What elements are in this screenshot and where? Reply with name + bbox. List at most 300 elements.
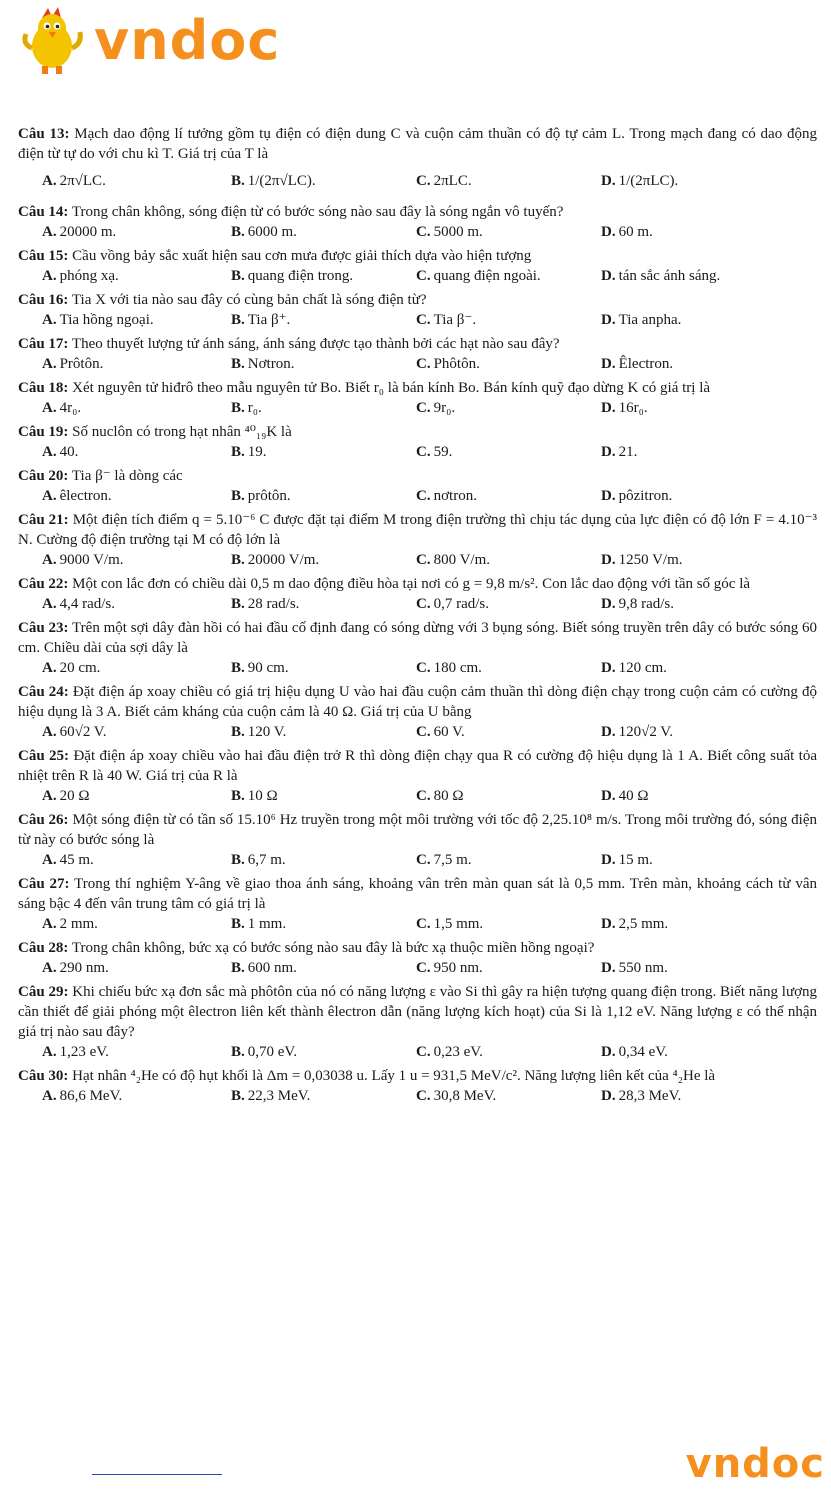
answer-option-c[interactable] [416,914,483,934]
answer-option-d[interactable] [601,398,648,418]
option-letter: D. [601,400,616,416]
answer-option-b[interactable] [231,310,290,330]
question-text [18,810,817,850]
answer-option-b[interactable] [231,786,278,806]
question-text [18,290,817,310]
answer-options [0,266,831,286]
question-number: Câu 17: [18,336,69,352]
question-number: Câu 21: [18,512,69,528]
question-text [18,466,817,486]
option-value: 80 Ω [433,788,464,804]
answer-option-a[interactable] [42,442,78,462]
question-block [0,466,831,510]
option-letter: C. [416,268,431,284]
answer-option-d[interactable] [601,222,653,242]
option-letter: A. [42,1044,57,1060]
answer-option-b[interactable] [231,914,286,934]
option-value: 60 V. [433,724,465,740]
option-letter: A. [42,852,57,868]
question-stem: Khi chiếu bức xạ đơn sắc mà phôtôn của nó có năng lượng ε vào Si thì gây ra hiện tượng quang điện trong. Biết năng lượng cần thiết để giải phóng một êlectron liên kết thành êlectron dẫn (năng lượng kích hoạt) của Si là 1,12 eV. Năng lượng ε có thể nhận giá trị nào sau đây? [18,984,818,1040]
option-value: 40. [59,444,79,460]
option-letter: A. [42,444,57,460]
answer-option-b[interactable] [231,594,299,614]
answer-option-c[interactable] [416,958,483,978]
option-letter: B. [231,312,245,328]
answer-option-a[interactable] [42,550,124,570]
option-value: 21. [618,444,638,460]
question-stem: Trong chân không, bức xạ có bước sóng nào sau đây là bức xạ thuộc miền hồng ngoại? [71,940,595,956]
answer-option-c[interactable] [416,658,482,678]
option-value: quang điện trong. [247,268,354,284]
question-block [0,334,831,378]
option-letter: D. [601,724,616,740]
answer-option-c[interactable] [416,786,464,806]
answer-option-b[interactable] [231,958,297,978]
question-stem: Trong chân không, sóng điện từ có bước sóng nào sau đây là sóng ngắn vô tuyến? [71,204,564,220]
answer-option-a[interactable] [42,850,94,870]
answer-option-a[interactable] [42,164,106,198]
option-value: 4,4 rad/s. [59,596,116,612]
option-letter: C. [416,596,431,612]
option-letter: C. [416,788,431,804]
option-value: 22,3 MeV. [247,1088,311,1104]
question-text [18,574,817,594]
option-value: 28,3 MeV. [618,1088,682,1104]
answer-option-a[interactable] [42,914,98,934]
option-letter: D. [601,488,616,504]
option-value: 800 V/m. [433,552,490,568]
option-letter: B. [231,356,245,372]
answer-option-d[interactable] [601,550,683,570]
option-value: 1/(2π√LC). [247,173,316,189]
answer-option-a[interactable] [42,266,119,286]
question-text [18,746,817,786]
option-value: nơtron. [433,488,477,504]
question-block [0,746,831,810]
option-value: 2πLC. [433,173,472,189]
footer-link-underline[interactable] [92,1474,222,1475]
option-value: prôtôn. [247,488,291,504]
option-letter: B. [231,444,245,460]
option-value: Tia β⁻. [433,312,477,328]
answer-option-a[interactable] [42,958,109,978]
question-stem: Cầu vồng bảy sắc xuất hiện sau cơn mưa được giải thích dựa vào hiện tượng [72,248,532,264]
answer-option-a[interactable] [42,658,100,678]
option-letter: C. [416,916,431,932]
option-value: 1,5 mm. [433,916,484,932]
answer-options [0,354,831,374]
answer-option-c[interactable] [416,594,489,614]
question-number: Câu 19: [18,424,69,440]
option-letter: A. [42,356,57,372]
option-value: 4r₀. [59,400,82,416]
option-letter: C. [416,1044,431,1060]
option-value: 60√2 V. [59,724,107,740]
question-block [0,202,831,246]
option-value: 0,70 eV. [247,1044,298,1060]
option-letter: C. [416,444,431,460]
question-stem: Đặt điện áp xoay chiều có giá trị hiệu dụng U vào hai đầu cuộn cảm thuần thì dòng điện chạy trong cuộn cảm có cường độ hiệu dụng là 3 A. Biết cảm kháng của cuộn cảm là 40 Ω. Giá trị của U bằng [18,684,818,720]
answer-option-b[interactable] [231,398,262,418]
answer-option-c[interactable] [416,222,483,242]
option-letter: C. [416,356,431,372]
option-letter: A. [42,224,57,240]
answer-option-d[interactable] [601,958,668,978]
answer-options [0,550,831,570]
answer-option-c[interactable] [416,164,472,198]
answer-option-b[interactable] [231,850,286,870]
question-block [0,422,831,466]
answer-options [0,1086,831,1106]
option-letter: B. [231,552,245,568]
answer-option-c[interactable] [416,486,477,506]
chick-mascot-icon [18,4,90,76]
option-value: 86,6 MeV. [59,1088,123,1104]
answer-option-c[interactable] [416,266,541,286]
question-text [18,246,817,266]
option-value: 1/(2πLC). [618,173,679,189]
answer-option-a[interactable] [42,398,81,418]
option-letter: A. [42,488,57,504]
option-value: Êlectron. [618,356,674,372]
option-letter: B. [231,788,245,804]
answer-options [0,658,831,678]
answer-option-b[interactable] [231,164,316,198]
option-value: Tia anpha. [618,312,682,328]
answer-option-a[interactable] [42,310,154,330]
answer-option-c[interactable] [416,1086,496,1106]
answer-options [0,1042,831,1062]
question-block [0,810,831,874]
option-letter: A. [42,1088,57,1104]
option-value: quang điện ngoài. [433,268,541,284]
option-letter: A. [42,916,57,932]
answer-option-d[interactable] [601,594,674,614]
option-letter: C. [416,312,431,328]
option-letter: B. [231,852,245,868]
option-letter: D. [601,1088,616,1104]
option-letter: D. [601,916,616,932]
answer-option-b[interactable] [231,722,286,742]
option-value: 2π√LC. [59,173,106,189]
question-block [0,246,831,290]
option-letter: B. [231,1044,245,1060]
question-number: Câu 14: [18,204,69,220]
option-value: Nơtron. [247,356,295,372]
answer-option-c[interactable] [416,398,455,418]
answer-options [0,850,831,870]
question-number: Câu 26: [18,812,69,828]
answer-options [0,786,831,806]
answer-option-a[interactable] [42,1042,109,1062]
option-value: 30,8 MeV. [433,1088,497,1104]
option-value: 15 m. [618,852,653,868]
option-letter: A. [42,552,57,568]
option-value: 7,5 m. [433,852,472,868]
answer-options [0,164,831,198]
exam-question-list [0,124,831,1110]
question-text [18,1066,817,1086]
answer-option-b[interactable] [231,354,294,374]
option-letter: C. [416,1088,431,1104]
answer-option-d[interactable] [601,354,673,374]
option-letter: A. [42,596,57,612]
question-text [18,938,817,958]
answer-option-d[interactable] [601,914,668,934]
option-letter: B. [231,916,245,932]
answer-option-b[interactable] [231,550,319,570]
question-stem: Đặt điện áp xoay chiều vào hai đầu điện trở R thì dòng điện chạy qua R có cường độ hiệu dụng là 1 A. Biết công suất tỏa nhiệt trên R là 40 W. Giá trị của R là [18,748,818,784]
question-number: Câu 23: [18,620,69,636]
option-value: 120√2 V. [618,724,673,740]
option-value: 1 mm. [247,916,287,932]
answer-option-c[interactable] [416,310,476,330]
question-number: Câu 29: [18,984,69,1000]
question-text [18,378,817,398]
question-text [18,874,817,914]
logo-wordmark: vndoc [94,8,281,72]
option-value: 0,7 rad/s. [433,596,490,612]
answer-option-b[interactable] [231,266,353,286]
answer-option-b[interactable] [231,486,291,506]
option-value: Phôtôn. [433,356,480,372]
option-value: 600 nm. [247,960,297,976]
option-letter: C. [416,224,431,240]
option-value: 5000 m. [433,224,483,240]
option-letter: C. [416,852,431,868]
option-letter: C. [416,488,431,504]
question-text [18,334,817,354]
option-value: 20 cm. [59,660,101,676]
vndoc-footer-logo[interactable] [686,1442,825,1486]
answer-option-d[interactable] [601,486,672,506]
answer-option-d[interactable] [601,1086,681,1106]
answer-option-a[interactable] [42,594,115,614]
question-stem: Mạch dao động lí tưởng gồm tụ điện có điện dung C và cuộn cảm thuần có độ tự cảm L. Trong mạch đang có dao động điện từ tự do với chu kì T. Giá trị của T là [18,126,818,162]
question-stem: Xét nguyên tử hiđrô theo mẫu nguyên tử Bo. Biết r₀ là bán kính Bo. Bán kính quỹ đạo dừng K có giá trị là [72,380,711,396]
question-number: Câu 22: [18,576,69,592]
answer-option-d[interactable] [601,658,667,678]
question-block [0,574,831,618]
option-value: 10 Ω [247,788,278,804]
option-letter: B. [231,224,245,240]
answer-option-a[interactable] [42,354,103,374]
answer-option-b[interactable] [231,442,267,462]
option-value: r₀. [247,400,262,416]
option-letter: B. [231,596,245,612]
option-value: 9,8 rad/s. [618,596,675,612]
option-value: 0,23 eV. [433,1044,483,1060]
option-letter: B. [231,660,245,676]
question-stem: Trên một sợi dây đàn hồi có hai đầu cố định đang có sóng dừng với 3 bụng sóng. Biết sóng truyền trên dây có bước sóng 60 cm. Chiều dài của sợi dây là [18,620,818,656]
answer-option-d[interactable] [601,310,681,330]
option-letter: B. [231,400,245,416]
answer-options [0,594,831,614]
question-number: Câu 16: [18,292,69,308]
question-text [18,202,817,222]
question-block [0,1066,831,1110]
option-value: 180 cm. [433,660,482,676]
answer-option-c[interactable] [416,354,480,374]
option-value: 19. [247,444,267,460]
option-letter: A. [42,268,57,284]
footer-logo-wordmark: vndoc [685,1441,825,1487]
option-letter: B. [231,960,245,976]
option-letter: C. [416,960,431,976]
question-block [0,124,831,202]
option-value: 90 cm. [247,660,289,676]
answer-options [0,398,831,418]
option-letter: C. [416,400,431,416]
option-letter: B. [231,268,245,284]
option-letter: B. [231,724,245,740]
option-value: Tia β⁺. [247,312,291,328]
option-value: 1250 V/m. [618,552,683,568]
answer-option-d[interactable] [601,722,673,742]
option-value: tán sắc ánh sáng. [618,268,721,284]
option-value: 9r₀. [433,400,456,416]
vndoc-logo[interactable] [18,4,280,76]
option-letter: D. [601,312,616,328]
option-value: Tia hồng ngoại. [59,312,154,328]
question-text [18,510,817,550]
option-value: 550 nm. [618,960,668,976]
answer-option-c[interactable] [416,1042,483,1062]
option-letter: C. [416,173,431,189]
option-value: 59. [433,444,453,460]
answer-option-c[interactable] [416,442,452,462]
question-block [0,618,831,682]
question-number: Câu 27: [18,876,70,892]
question-block [0,510,831,574]
question-number: Câu 30: [18,1068,69,1084]
answer-option-c[interactable] [416,550,490,570]
question-block [0,874,831,938]
option-value: 120 V. [247,724,287,740]
question-stem: Hạt nhân ⁴₂He có độ hụt khối là Δm = 0,03038 u. Lấy 1 u = 931,5 MeV/c². Năng lượng liên kết của ⁴₂He là [72,1068,716,1084]
question-stem: Trong thí nghiệm Y-âng về giao thoa ánh sáng, khoảng vân trên màn quan sát là 0,5 mm. Trên màn, khoảng cách từ vân sáng bậc 4 đến vân trung tâm có giá trị là [18,876,817,912]
option-letter: A. [42,660,57,676]
option-letter: D. [601,852,616,868]
option-value: 9000 V/m. [59,552,124,568]
question-text [18,124,817,164]
question-stem: Một điện tích điểm q = 5.10⁻⁶ C được đặt tại điểm M trong điện trường thì chịu tác dụng của lực điện có độ lớn F = 4.10⁻³ N. Cường độ điện trường tại M có độ lớn là [18,512,818,548]
answer-option-b[interactable] [231,1086,310,1106]
option-value: 120 cm. [618,660,667,676]
option-letter: B. [231,1088,245,1104]
answer-option-b[interactable] [231,222,297,242]
question-stem: Theo thuyết lượng tử ánh sáng, ánh sáng được tạo thành bởi các hạt nào sau đây? [71,336,560,352]
option-letter: A. [42,312,57,328]
option-value: 28 rad/s. [247,596,300,612]
answer-option-a[interactable] [42,222,116,242]
option-value: 16r₀. [618,400,648,416]
option-letter: A. [42,724,57,740]
option-value: 6,7 m. [247,852,286,868]
option-value: 20 Ω [59,788,90,804]
option-letter: D. [601,1044,616,1060]
option-letter: D. [601,788,616,804]
answer-option-d[interactable] [601,442,637,462]
option-letter: B. [231,488,245,504]
question-stem: Tia X với tia nào sau đây có cùng bản chất là sóng điện từ? [71,292,427,308]
option-letter: D. [601,444,616,460]
answer-options [0,722,831,742]
answer-option-d[interactable] [601,786,649,806]
question-number: Câu 18: [18,380,69,396]
question-stem: Một con lắc đơn có chiều dài 0,5 m dao động điều hòa tại nơi có g = 9,8 m/s². Con lắc dao động với tần số góc là [72,576,751,592]
option-value: 2 mm. [59,916,98,932]
answer-option-c[interactable] [416,722,465,742]
answer-options [0,486,831,506]
answer-option-a[interactable] [42,1086,122,1106]
option-letter: D. [601,268,616,284]
option-letter: A. [42,173,57,189]
option-value: pôzitron. [618,488,673,504]
option-letter: D. [601,660,616,676]
option-value: 20000 V/m. [247,552,320,568]
question-block [0,378,831,422]
answer-option-d[interactable] [601,164,678,198]
option-letter: A. [42,400,57,416]
option-letter: A. [42,788,57,804]
answer-option-b[interactable] [231,658,289,678]
option-letter: C. [416,724,431,740]
question-block [0,290,831,334]
question-stem: Tia β⁻ là dòng các [71,468,183,484]
question-number: Câu 25: [18,748,70,764]
option-value: 60 m. [618,224,653,240]
option-value: 2,5 mm. [618,916,669,932]
answer-option-c[interactable] [416,850,472,870]
answer-option-d[interactable] [601,266,720,286]
answer-option-d[interactable] [601,850,653,870]
question-number: Câu 13: [18,126,70,142]
option-value: 40 Ω [618,788,649,804]
answer-option-a[interactable] [42,786,90,806]
option-value: êlectron. [59,488,112,504]
option-letter: C. [416,552,431,568]
option-value: 950 nm. [433,960,483,976]
answer-option-a[interactable] [42,486,112,506]
option-letter: A. [42,960,57,976]
option-letter: B. [231,173,245,189]
answer-option-d[interactable] [601,1042,668,1062]
option-letter: D. [601,552,616,568]
option-value: 0,34 eV. [618,1044,668,1060]
answer-option-b[interactable] [231,1042,297,1062]
option-letter: D. [601,596,616,612]
question-stem: Số nuclôn có trong hạt nhân ⁴⁰₁₉K là [72,424,292,440]
option-value: 45 m. [59,852,94,868]
option-value: Prôtôn. [59,356,104,372]
answer-options [0,222,831,242]
question-number: Câu 15: [18,248,69,264]
option-value: 20000 m. [59,224,117,240]
question-number: Câu 20: [18,468,69,484]
answer-options [0,958,831,978]
answer-options [0,310,831,330]
option-letter: D. [601,960,616,976]
option-value: 290 nm. [59,960,109,976]
answer-option-a[interactable] [42,722,106,742]
option-value: 1,23 eV. [59,1044,109,1060]
question-text [18,618,817,658]
option-value: 6000 m. [247,224,297,240]
option-letter: D. [601,173,616,189]
question-block [0,982,831,1066]
answer-options [0,914,831,934]
